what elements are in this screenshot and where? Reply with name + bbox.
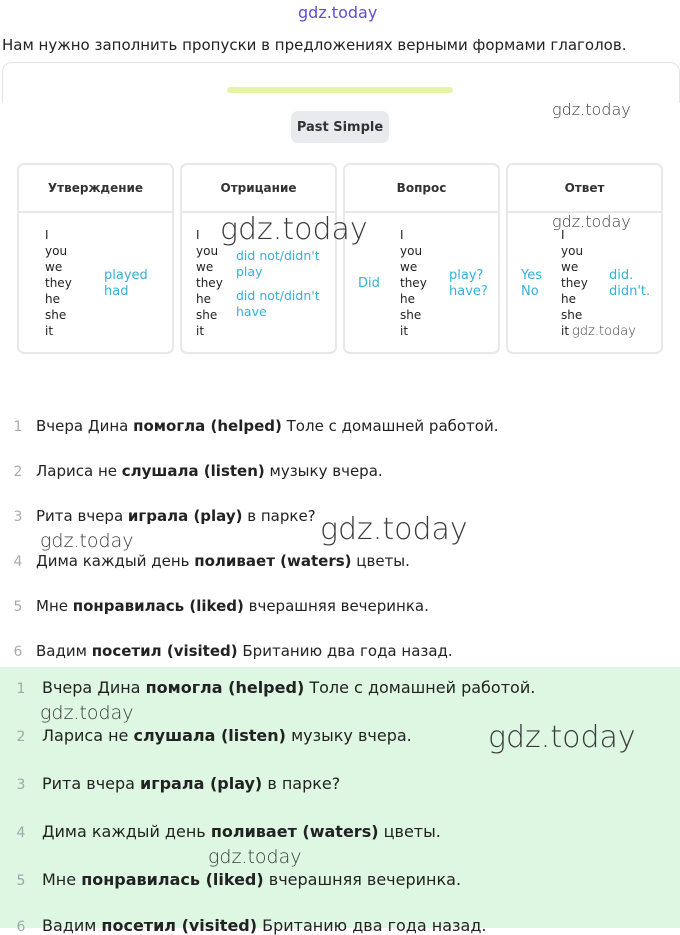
verb-form: have [236,304,267,319]
card-title: Отрицание [182,165,335,213]
table-card-affirmative [17,163,174,354]
watermark: gdz.today [40,530,134,552]
verb-form: did. [609,268,634,283]
item-number: 3 [16,777,26,793]
watermark: gdz.today [208,846,302,868]
answer-item [0,822,441,841]
item-text: Вчера Дина помогла (helped) Толе с домашней работой. [42,678,536,697]
card-title: Ответ [508,165,661,213]
item-text: Дима каждый день поливает (waters) цветы. [42,822,441,841]
answer-item [0,870,461,889]
item-number: 1 [16,681,26,697]
answer-item [0,916,486,935]
item-number: 6 [16,919,26,935]
list-item [0,552,410,570]
watermark: gdz.today [488,720,636,755]
list-item [0,417,499,435]
list-item [0,597,429,615]
item-number: 2 [16,729,26,745]
helper-word: No [521,284,539,299]
item-text: Вадим посетил (visited) Британию два года назад. [42,916,487,935]
list-item [0,507,316,525]
watermark: gdz.today [572,324,636,339]
item-number: 4 [16,825,26,841]
item-text: Вадим посетил (visited) Британию два года назад. [36,642,453,660]
item-number: 5 [16,873,26,889]
card-title: Вопрос [345,165,498,213]
item-text: Дима каждый день поливает (waters) цветы. [36,552,410,570]
list-item [0,462,383,480]
table-card-negative [180,163,337,354]
answer-item [0,678,535,697]
item-text: Лариса не слушала (listen) музыку вчера. [36,462,383,480]
intro-text: Нам нужно заполнить пропуски в предложениях верными формами глаголов. [2,36,627,54]
list-item [0,642,453,660]
site-link[interactable]: gdz.today [298,3,378,22]
title-highlight [227,87,453,93]
verb-form: did not/didn't [236,248,320,263]
pronoun-list: I you we they he she it [196,228,223,338]
watermark: gdz.today [552,212,631,231]
verb-form: did not/didn't [236,288,320,303]
item-number: 5 [13,599,23,615]
item-text: Вчера Дина помогла (helped) Толе с домашней работой. [36,417,499,435]
item-text: Мне понравилась (liked) вчерашняя вечеринка. [36,597,429,615]
watermark: gdz.today [320,512,468,547]
verb-form: didn't. [609,284,651,299]
item-number: 1 [13,419,23,435]
watermark: gdz.today [40,702,134,724]
answer-item [0,774,340,793]
watermark: gdz.today [220,212,368,247]
content-frame [2,62,680,103]
tense-pill: Past Simple [291,111,389,143]
card-title: Утверждение [19,165,172,213]
verb-form: had [104,284,129,299]
helper-word: Yes [521,268,542,283]
item-number: 6 [13,644,23,660]
verb-form: have? [449,284,488,299]
item-text: Рита вчера играла (play) в парке? [42,774,341,793]
table-card-question [343,163,500,354]
item-text: Мне понравилась (liked) вчерашняя вечеринка. [42,870,462,889]
verb-form: play? [449,268,484,283]
item-number: 3 [13,509,23,525]
item-number: 2 [13,464,23,480]
verb-form: play [236,264,263,279]
item-text: Лариса не слушала (listen) музыку вчера. [42,726,412,745]
item-number: 4 [13,554,23,570]
watermark: gdz.today [552,100,631,119]
verb-form: played [104,268,148,283]
answer-item [0,726,412,745]
item-text: Рита вчера играла (play) в парке? [36,507,316,525]
pronoun-list: I you we they he she it [400,228,427,338]
helper-verb: Did [358,276,380,291]
pronoun-list: I you we they he she it [561,228,588,338]
pronoun-list: I you we they he she it [45,228,72,338]
